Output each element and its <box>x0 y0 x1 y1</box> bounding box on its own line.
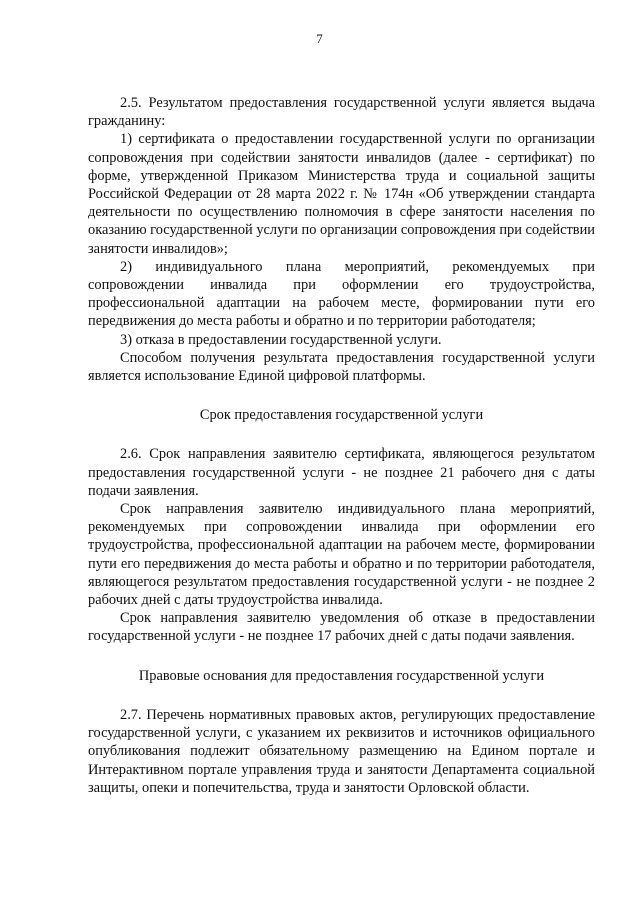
paragraph-2-7: 2.7. Перечень нормативных правовых актов, регулирующих предоставление государственной услуги, с указанием их реквизитов и источников официального опубликования подлежит обязательному размещению на Едином портале и Интерактивном портале управления труда и занятости Департамента социальной защиты, опеки и попечительства, труда и занятости Орловской области. <box>88 706 595 796</box>
page-number: 7 <box>316 31 323 46</box>
paragraph-result-method: Способом получения результата предоставления государственной услуги является использование Единой цифровой платформы. <box>88 349 595 385</box>
document-body <box>88 94 595 797</box>
paragraph-refusal-term: Срок направления заявителю уведомления об отказе в предоставлении государственной услуги - не позднее 17 рабочих дней с даты подачи заявления. <box>88 610 595 645</box>
paragraph-2-6: 2.6. Срок направления заявителю сертификата, являющегося результатом предоставления государственной услуги - не позднее 21 рабочего дня с даты подачи заявления. <box>88 446 595 499</box>
paragraph-item-1: 1) сертификата о предоставлении государственной услуги по организации сопровождения при содействии занятости инвалидов (далее - сертификат) по форме, утвержденной Приказом Министерства труда и социальной защиты Российской Федерации от 28 марта 2022 г. № 174н «Об утверждении стандарта деятельности по осуществлению полномочия в сфере занятости населения по оказанию государственной услуги по организации сопровождения при содействии занятости инвалидов»; <box>88 131 595 257</box>
section-heading-legal: Правовые основания для предоставления государственной услуги <box>138 667 545 684</box>
paragraph-item-3: 3) отказа в предоставлении государственной услуги. <box>120 331 442 348</box>
paragraph-item-2: 2) индивидуального плана мероприятий, рекомендуемых при сопровождении инвалида при оформлении его трудоустройства, профессиональной адаптации на рабочем месте, формировании пути его передвижения до места работы и обратно и по территории работодателя; <box>88 258 595 330</box>
paragraph-2-5: 2.5. Результатом предоставления государственной услуги является выдача гражданину: <box>88 95 595 130</box>
section-heading-term: Срок предоставления государственной услуги <box>199 407 484 424</box>
paragraph-plan-term: Срок направления заявителю индивидуального плана мероприятий, рекомендуемых при сопровождении инвалида при оформлении его трудоустройства, профессиональной адаптации на рабочем месте, формировании пути его передвижения до места работы и обратно и по территории работодателя, являющегося результатом предоставления государственной услуги - не позднее 2 рабочих дней с даты трудоустройства инвалида. <box>88 501 595 609</box>
